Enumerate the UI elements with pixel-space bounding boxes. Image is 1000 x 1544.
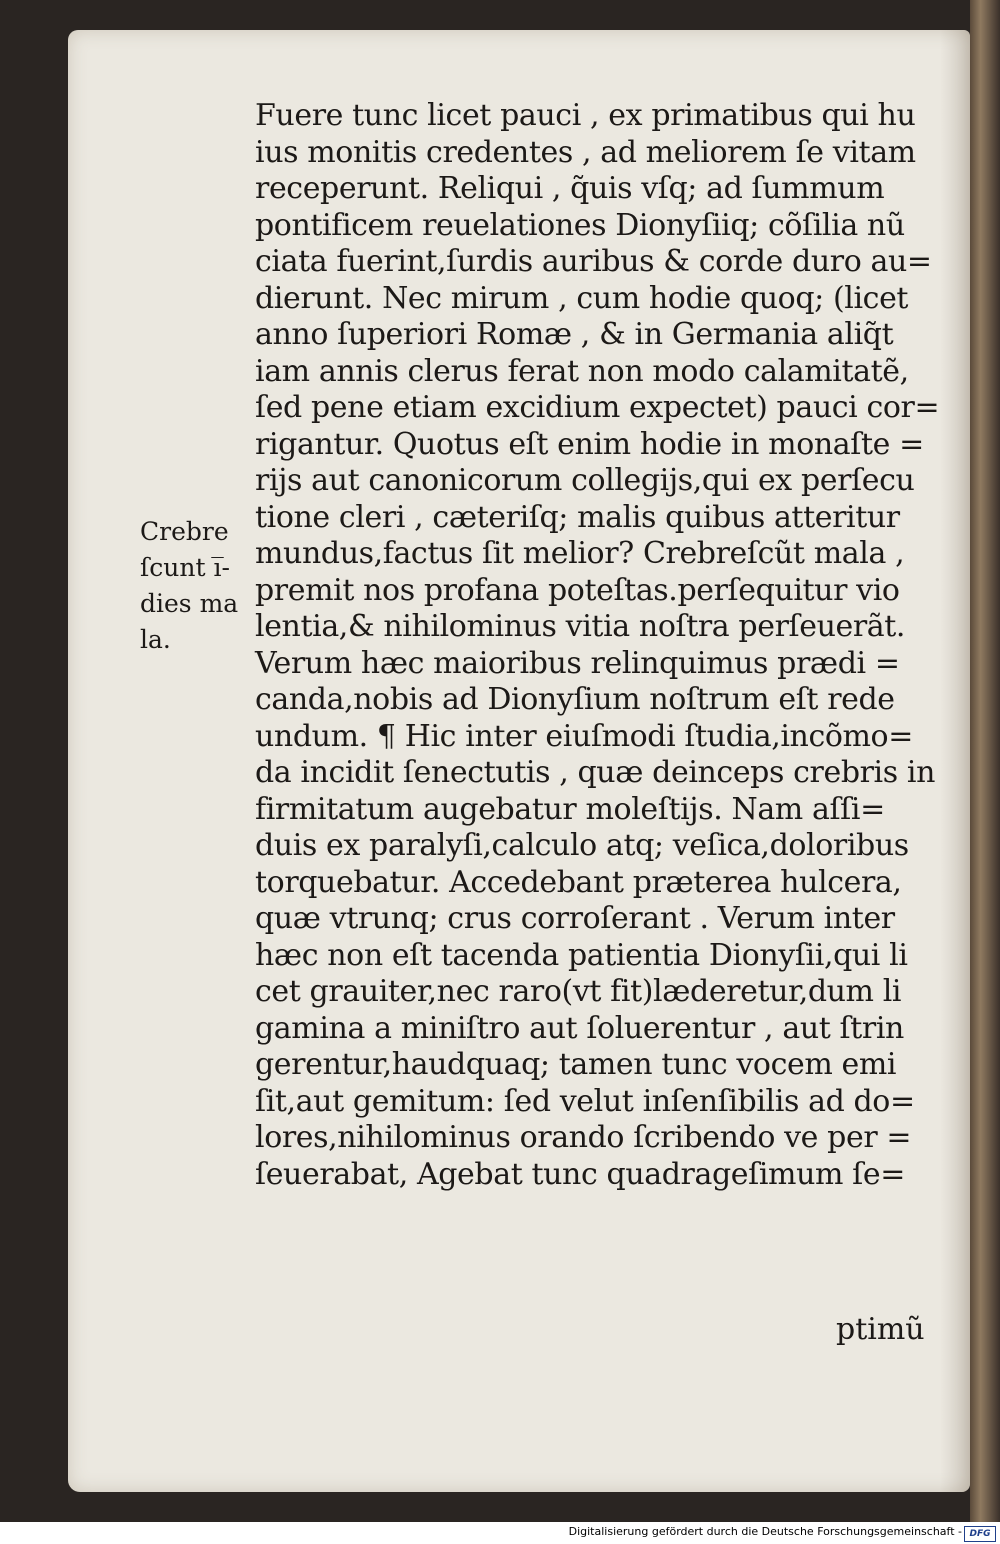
margin-note-line: la. <box>140 625 171 654</box>
text-line: ſit,aut gemitum: ſed velut inſenſibilis ad do= <box>255 1083 915 1119</box>
margin-note <box>140 514 260 658</box>
main-text-block <box>255 98 955 1193</box>
text-line: torquebatur. Accedebant præterea hulcera, <box>255 864 902 900</box>
text-line: dierunt. Nec mirum , cum hodie quoq; (licet <box>255 280 909 316</box>
text-line: cet grauiter,nec raro(vt fit)læderetur,dum li <box>255 974 902 1009</box>
text-line: receperunt. Reliqui , q̃uis vſq; ad ſummum <box>255 171 885 206</box>
text-line: undum. ¶ Hic inter eiuſmodi ſtudia,incõmo= <box>255 718 913 754</box>
text-line: ciata fuerint,ſurdis auribus & corde duro au= <box>255 244 932 279</box>
margin-note-line: dies ma <box>140 589 239 618</box>
text-line: duis ex paralyſi,calculo atq; veſica,doloribus <box>255 828 909 863</box>
text-line: Fuere tunc licet pauci , ex primatibus qui hu <box>255 98 916 133</box>
margin-note-line: ſcunt i̅- <box>140 553 230 582</box>
text-line: gamina a miniſtro aut ſoluerentur , aut ſtrin <box>255 1010 904 1046</box>
catchword: ptimũ <box>836 1312 925 1347</box>
text-line: tione cleri , cæteriſq; malis quibus atteritur <box>255 499 900 535</box>
text-line: anno ſuperiori Romæ , & in Germania aliq̃t <box>255 317 894 352</box>
text-line: canda,nobis ad Dionyſium noſtrum eſt rede <box>255 682 895 717</box>
text-line: firmitatum augebatur moleſtijs. Nam aſſi= <box>255 791 885 827</box>
book-edge <box>970 0 1000 1522</box>
text-line: iam annis clerus ferat non modo calamitatẽ, <box>255 353 909 389</box>
margin-note-line: Crebre <box>140 517 229 546</box>
dfg-logo: DFG <box>964 1526 996 1542</box>
footer-credit: Digitalisierung gefördert durch die Deutsche Forschungsgemeinschaft - <box>568 1525 962 1538</box>
text-line: ſed pene etiam excidium expectet) pauci cor= <box>255 390 940 425</box>
text-line: hæc non eſt tacenda patientia Dionyſii,qui li <box>255 937 908 973</box>
text-line: mundus,factus ſit melior? Crebreſcũt mala , <box>255 536 905 571</box>
text-line: ſeuerabat, Agebat tunc quadrageſimum ſe= <box>255 1156 905 1192</box>
text-line: Verum hæc maioribus relinquimus prædi = <box>255 645 900 681</box>
text-line: rijs aut canonicorum collegijs,qui ex perſecu <box>255 463 915 498</box>
text-line: lentia,& nihilominus vitia noſtra perſeuerãt. <box>255 609 906 644</box>
text-line: ius monitis credentes , ad meliorem ſe vitam <box>255 134 916 170</box>
text-line: pontificem reuelationes Dionyſiiq; cõſilia nũ <box>255 207 905 243</box>
text-line: quæ vtrunq; crus corroſerant . Verum inter <box>255 901 895 936</box>
text-line: lores,nihilominus orando ſcribendo ve per = <box>255 1120 912 1155</box>
text-line: da incidit ſenectutis , quæ deinceps crebris in <box>255 755 936 790</box>
text-line: gerentur,haudquaq; tamen tunc vocem emi <box>255 1047 897 1082</box>
text-line: rigantur. Quotus eſt enim hodie in monaſte = <box>255 426 924 462</box>
text-line: premit nos profana poteſtas.perſequitur vio <box>255 572 900 608</box>
